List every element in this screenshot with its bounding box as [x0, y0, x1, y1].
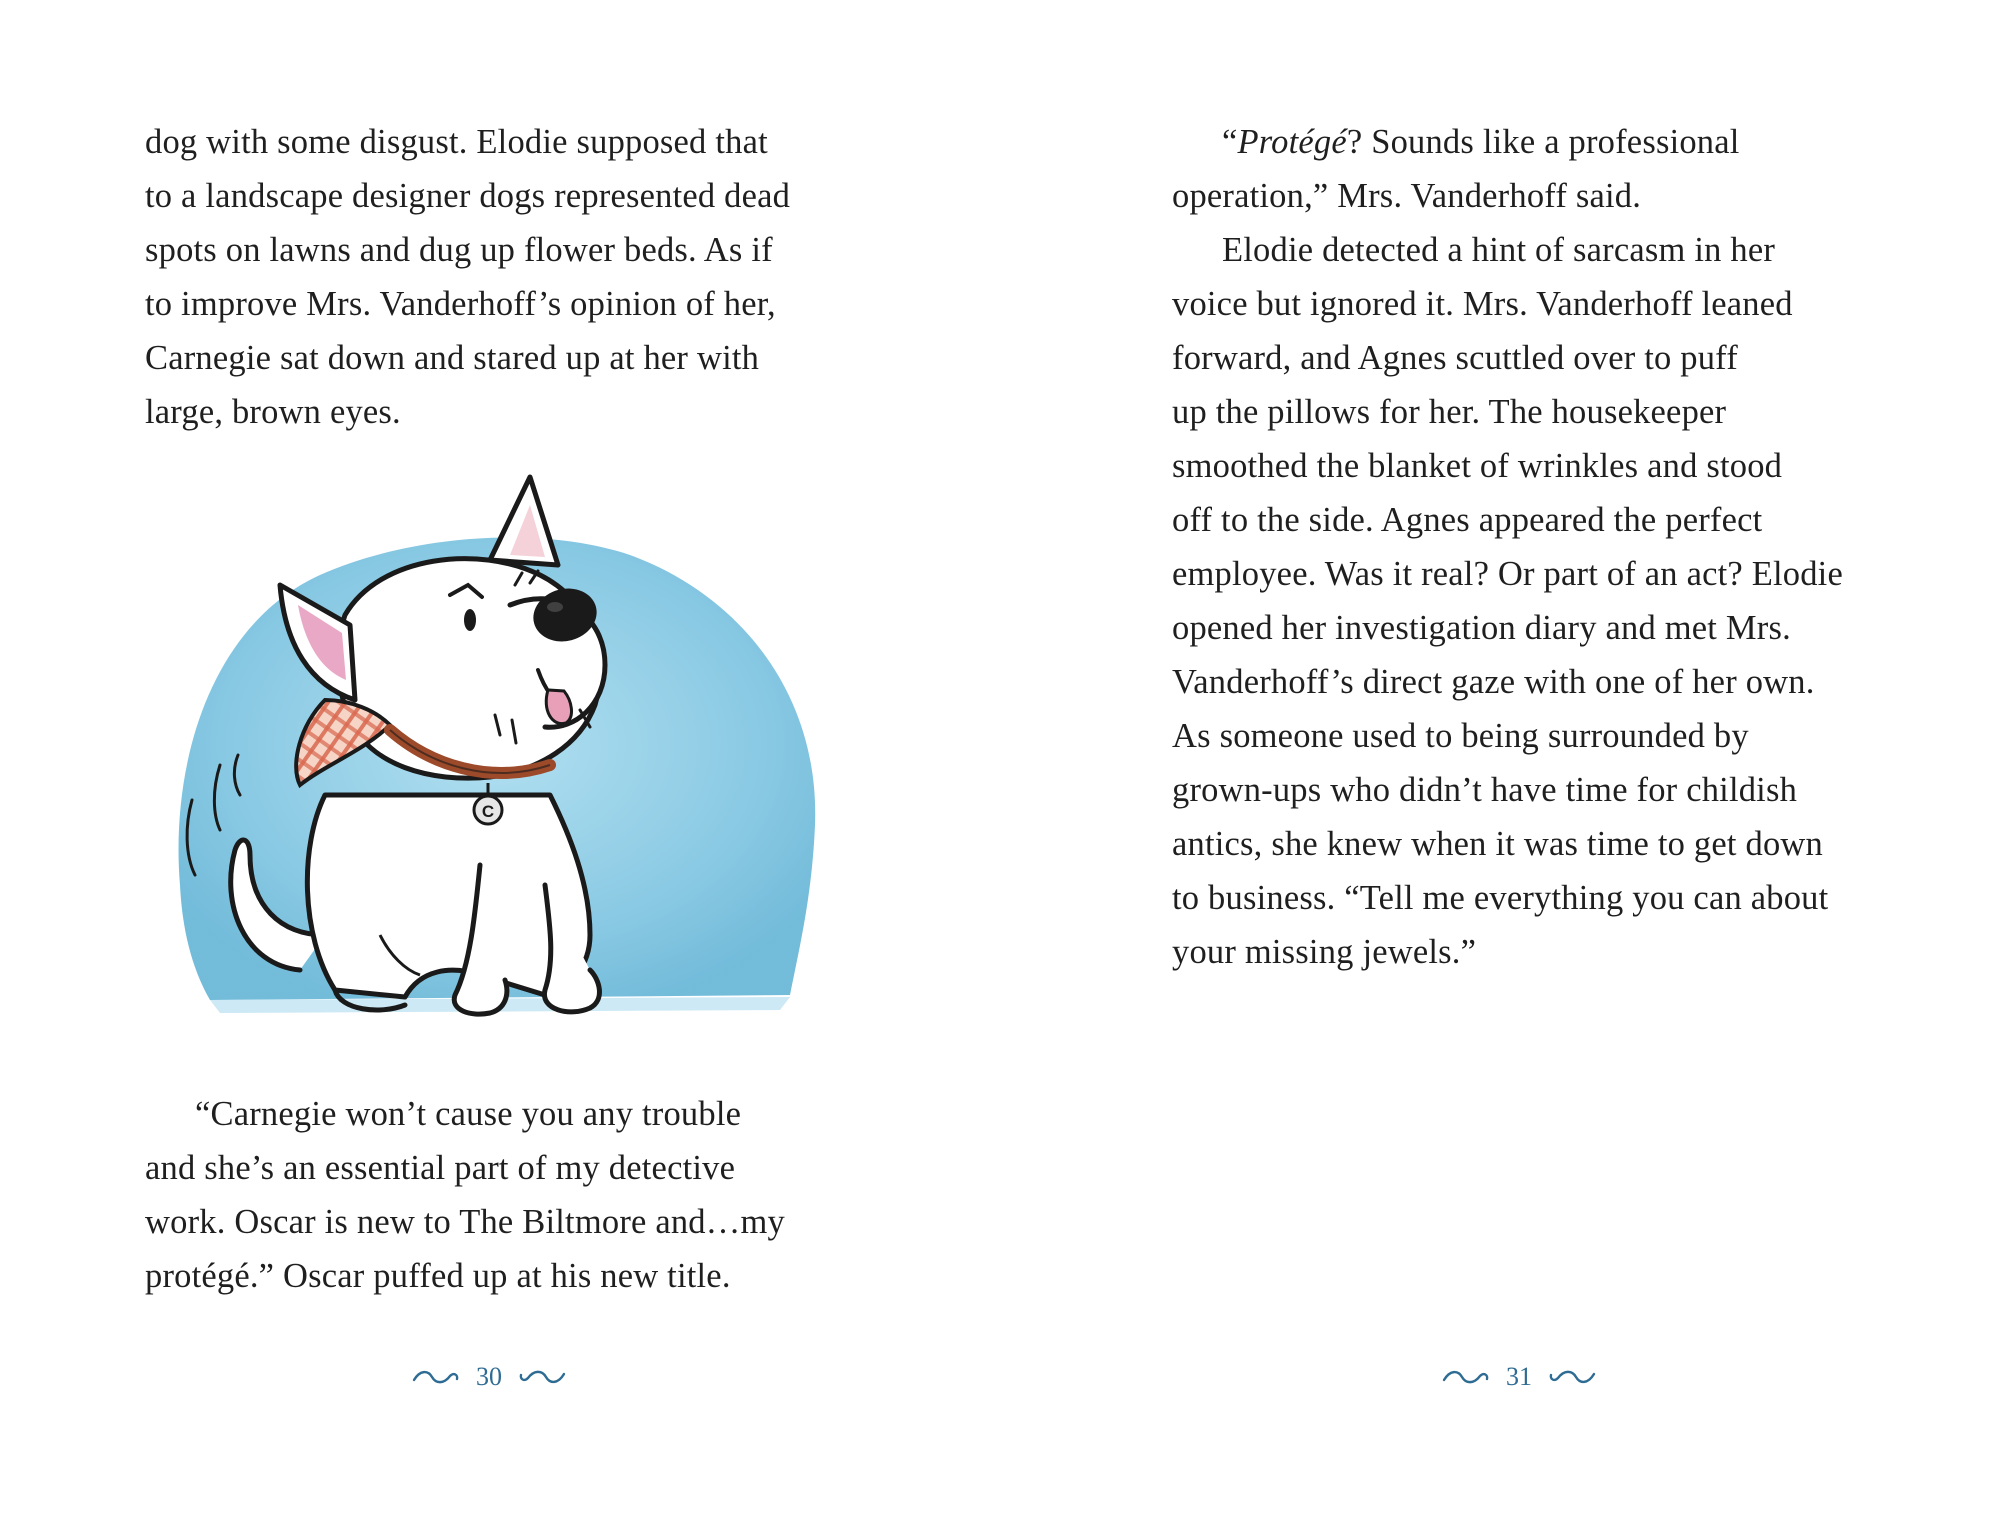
left-paragraph-top [145, 115, 865, 439]
page-number: 31 [1506, 1362, 1532, 1391]
text-line: operation,” Mrs. Vanderhoff said. [1172, 177, 1642, 215]
text-line: protégé.” Oscar puffed up at his new title. [145, 1257, 731, 1295]
text-line: Elodie detected a hint of sarcasm in her [1222, 231, 1776, 269]
page-number: 30 [476, 1362, 502, 1391]
page-number-left [410, 1362, 568, 1392]
text-line: voice but ignored it. Mrs. Vanderhoff leaned [1172, 285, 1793, 323]
text-line: off to the side. Agnes appeared the perfect [1172, 501, 1763, 539]
page-number-right [1440, 1362, 1598, 1392]
text-line [1172, 115, 1892, 169]
dog-tongue [546, 690, 571, 724]
italic-word: Protégé [1237, 123, 1347, 161]
dog-illustration [150, 465, 850, 1065]
text-line: your missing jewels.” [1172, 933, 1477, 971]
line-rest: ? Sounds like a professional [1346, 123, 1740, 161]
swash-ornament-icon [1440, 1367, 1492, 1387]
collar-tag-letter: C [481, 802, 495, 821]
text-line: Carnegie sat down and stared up at her with [145, 339, 760, 377]
text-line: to improve Mrs. Vanderhoff’s opinion of her, [145, 285, 776, 323]
open-quote: “ [1222, 123, 1238, 161]
swash-ornament-icon [516, 1367, 568, 1387]
text-line: and she’s an essential part of my detective [145, 1149, 736, 1187]
text-line: Vanderhoff’s direct gaze with one of her own. [1172, 663, 1815, 701]
text-line: “Carnegie won’t cause you any trouble [195, 1095, 742, 1133]
right-page [1000, 0, 2000, 1531]
text-line: up the pillows for her. The housekeeper [1172, 393, 1727, 431]
text-line: dog with some disgust. Elodie supposed that [145, 123, 768, 161]
text-line: forward, and Agnes scuttled over to puff [1172, 339, 1738, 377]
text-line: work. Oscar is new to The Biltmore and…my [145, 1203, 785, 1241]
swash-ornament-icon [1546, 1367, 1598, 1387]
text-line: spots on lawns and dug up flower beds. As if [145, 231, 773, 269]
text-line: grown-ups who didn’t have time for childish [1172, 771, 1798, 809]
text-line: to business. “Tell me everything you can about [1172, 879, 1829, 917]
text-line: smoothed the blanket of wrinkles and stood [1172, 447, 1783, 485]
text-line: to a landscape designer dogs represented dead [145, 177, 791, 215]
text-line: large, brown eyes. [145, 393, 401, 431]
swash-ornament-icon [410, 1367, 462, 1387]
text-line: employee. Was it real? Or part of an act? Elodie [1172, 555, 1843, 593]
left-paragraph-bottom [145, 1087, 865, 1303]
text-line: As someone used to being surrounded by [1172, 717, 1749, 755]
right-text [1172, 115, 1892, 979]
text-line: antics, she knew when it was time to get down [1172, 825, 1823, 863]
dog-eye [464, 609, 476, 631]
text-line: opened her investigation diary and met Mrs. [1172, 609, 1791, 647]
